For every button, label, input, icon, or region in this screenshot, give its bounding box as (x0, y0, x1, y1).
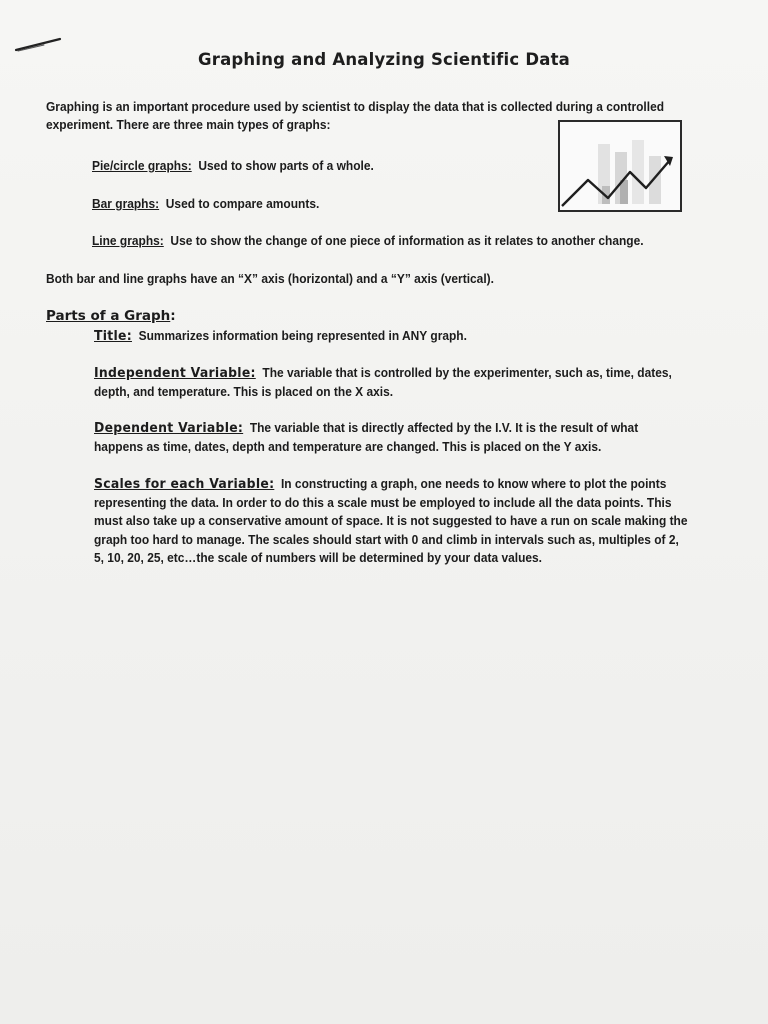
graph-type-term: Pie/circle graphs: (92, 158, 192, 173)
list-item (92, 196, 319, 211)
part-term: Title: (94, 328, 132, 344)
graph-type-term: Bar graphs: (92, 196, 160, 211)
part-term: Dependent Variable: (94, 420, 244, 436)
part-independent-variable (94, 364, 672, 401)
part-text: The variable that is directly affected by the I.V. It is the result of what (249, 420, 639, 435)
part-line: must also take up a conservative amount of space. It is not suggested to have a run on scale making the (94, 513, 688, 528)
graph-type-description: Use to show the change of one piece of information as it relates to another change. (170, 233, 644, 248)
part-line (94, 364, 672, 383)
part-text: The variable that is controlled by the experimenter, such as, time, dates, (262, 365, 672, 380)
part-line (94, 419, 638, 438)
axes-note: Both bar and line graphs have an “X” axis (horizontal) and a “Y” axis (vertical). (46, 271, 494, 286)
part-line: happens as time, dates, depth and temperature are changed. This is placed on the Y axis. (94, 438, 602, 454)
list-item (92, 233, 644, 248)
intro-line: Graphing is an important procedure used by scientist to display the data that is collected during a controlled (46, 99, 665, 114)
part-line: representing the data. In order to do this a scale must be employed to include all the data points. This (94, 494, 672, 510)
list-item (92, 158, 374, 173)
parts-heading-label: Parts of a Graph (46, 308, 171, 324)
graph-type-description: Used to compare amounts. (165, 196, 320, 211)
part-line (94, 475, 688, 494)
part-line: graph too hard to manage. The scales should start with 0 and climb in intervals such as, multiples of 2, (94, 531, 679, 547)
part-scales (94, 475, 688, 568)
part-line: depth, and temperature. This is placed on the X axis. (94, 383, 394, 399)
part-term: Scales for each Variable: (94, 476, 275, 492)
graph-type-description: Used to show parts of a whole. (198, 158, 374, 173)
rising-line-graph-icon (560, 122, 680, 210)
graph-type-term: Line graphs: (92, 233, 164, 248)
intro-line: experiment. There are three main types of graphs: (46, 117, 331, 132)
page-title: Graphing and Analyzing Scientific Data (197, 50, 570, 69)
parts-heading (46, 308, 176, 324)
part-text: In constructing a graph, one needs to know where to plot the points (280, 476, 667, 491)
parts-heading-colon: : (170, 308, 176, 324)
part-line: 5, 10, 20, 25, etc…the scale of numbers will be determined by your data values. (94, 550, 543, 565)
intro-paragraph (46, 98, 665, 134)
part-text: Summarizes information being represented in ANY graph. (138, 328, 467, 343)
part-term: Independent Variable: (94, 365, 256, 381)
part-title (94, 327, 467, 346)
part-dependent-variable (94, 419, 638, 456)
part-line (94, 327, 467, 346)
line-graph-thumbnail (558, 120, 682, 212)
